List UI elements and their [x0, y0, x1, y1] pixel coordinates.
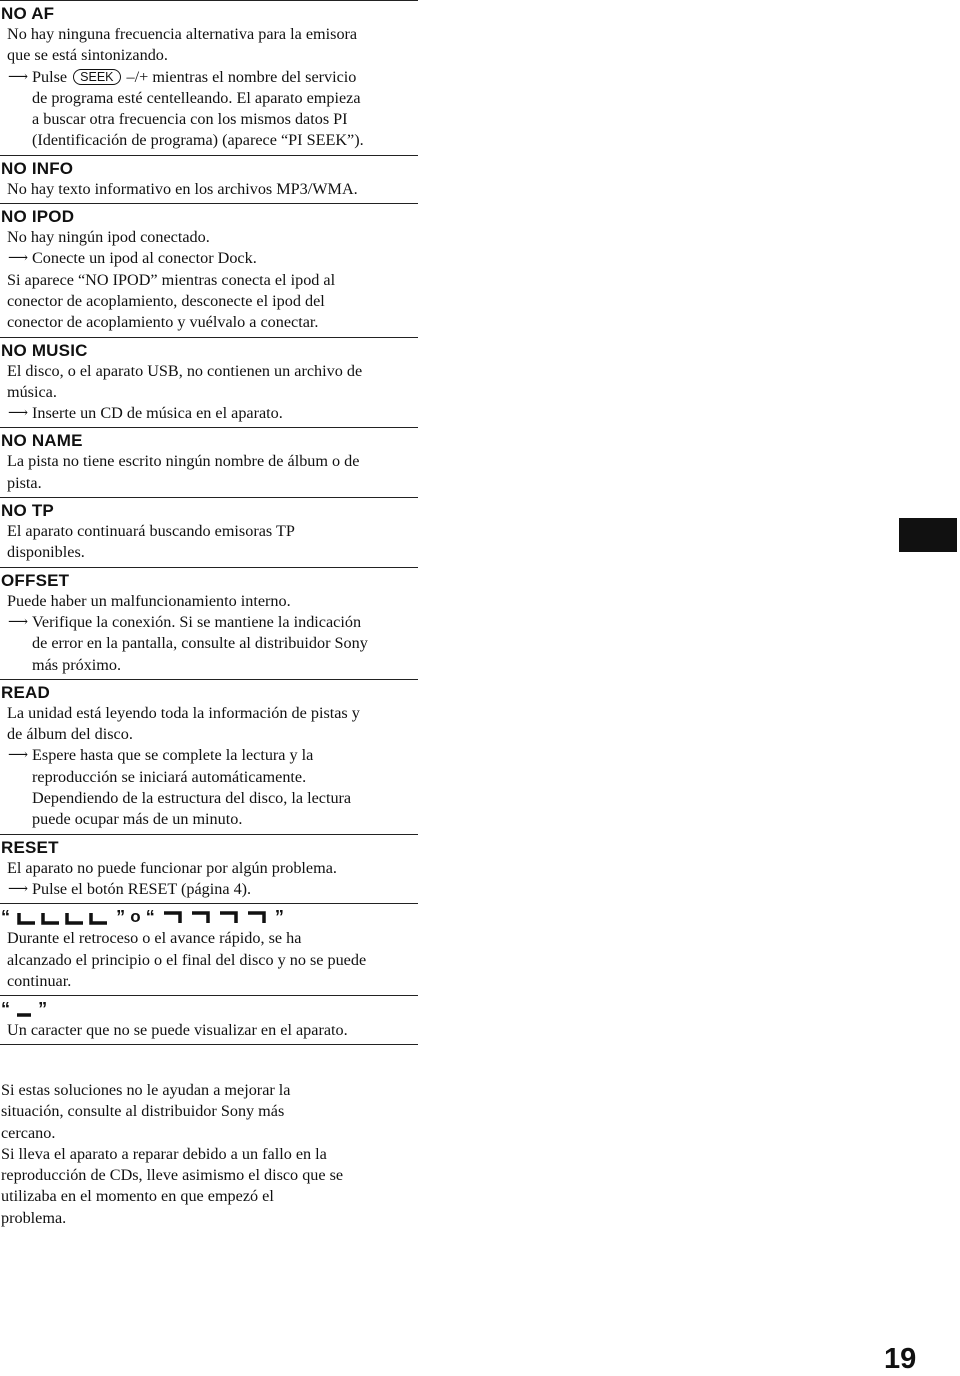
entry-segment-symbols	[0, 904, 418, 996]
entry-underscore-symbol	[0, 996, 418, 1045]
entry-title: OFFSET	[1, 570, 70, 590]
remedy-text: –/+ mientras el nombre del servicio	[126, 67, 357, 86]
entry-no-music	[0, 338, 418, 429]
remedy-text: de error en la pantalla, consulte al distribuidor Sony	[32, 634, 368, 653]
arrow-right-icon: ⟶	[8, 614, 29, 630]
footer-line: Si lleva el aparato a reparar debido a un fallo en la	[1, 1144, 327, 1163]
cause-text: disponibles.	[7, 543, 85, 562]
cause-text: alcanzado el principio o el final del disco y no se puede	[7, 950, 367, 969]
cause-text: que se está sintonizando.	[7, 46, 168, 65]
seek-button-label: SEEK	[73, 69, 120, 85]
remedy-line	[0, 403, 418, 424]
remedy-text: más próximo.	[32, 655, 122, 674]
footer-note	[1, 1080, 421, 1229]
remedy-text: Espere hasta que se complete la lectura y la	[32, 746, 314, 765]
cause-text: conector de acoplamiento, desconecte el ipod del	[7, 291, 325, 310]
entry-no-info	[0, 156, 418, 204]
cause-text: Un caracter que no se puede visualizar en el aparato.	[7, 1021, 348, 1040]
cause-text: No hay texto informativo en los archivos MP3/WMA.	[7, 179, 358, 198]
entry-title: READ	[1, 682, 50, 702]
footer-line: cercano.	[1, 1123, 56, 1142]
entry-title: NO TP	[1, 501, 54, 521]
section-tab-marker	[899, 518, 957, 552]
footer-line: situación, consulte al distribuidor Sony más	[1, 1102, 285, 1121]
cause-text: de álbum del disco.	[7, 725, 133, 744]
entry-title: NO IPOD	[1, 207, 75, 227]
cause-text: pista.	[7, 473, 42, 492]
remedy-text: de programa esté centelleando. El aparato empieza	[32, 88, 361, 107]
footer-line: reproducción de CDs, lleve asimismo el disco que se	[1, 1166, 344, 1185]
remedy-text: a buscar otra frecuencia con los mismos datos PI	[32, 110, 348, 129]
cause-text: música.	[7, 382, 57, 401]
entry-title: NO INFO	[1, 158, 74, 178]
remedy-line	[0, 248, 418, 269]
entry-no-af	[0, 0, 418, 156]
entry-no-ipod	[0, 204, 418, 337]
entry-title: RESET	[1, 837, 59, 857]
cause-text: La unidad está leyendo toda la información de pistas y	[7, 703, 360, 722]
cause-text: La pista no tiene escrito ningún nombre de álbum o de	[7, 452, 360, 471]
remedy-text: Dependiendo de la estructura del disco, la lectura	[32, 789, 352, 808]
footer-line: utilizaba en el momento en que empezó el	[1, 1187, 274, 1206]
message-list	[0, 0, 418, 1045]
entry-no-name	[0, 428, 418, 498]
cause-text: No hay ningún ipod conectado.	[7, 228, 210, 247]
remedy-text: Conecte un ipod al conector Dock.	[32, 249, 257, 268]
cause-text: El aparato continuará buscando emisoras TP	[7, 522, 295, 541]
arrow-right-icon: ⟶	[8, 251, 29, 267]
cause-text: El aparato no puede funcionar por algún problema.	[7, 858, 337, 877]
entry-title-symbols: “ ”	[1, 999, 48, 1020]
symbol-or-text: o	[130, 907, 141, 927]
arrow-right-icon: ⟶	[8, 406, 29, 422]
remedy-text: Pulse	[32, 67, 68, 86]
footer-line: Si estas soluciones no le ayudan a mejorar la	[1, 1081, 291, 1099]
entry-title-symbols: “ ” o “ ”	[1, 907, 285, 928]
entry-reset	[0, 835, 418, 905]
remedy-text: Verifique la conexión. Si se mantiene la indicación	[32, 612, 362, 631]
arrow-right-icon: ⟶	[8, 748, 29, 764]
arrow-right-icon: ⟶	[8, 69, 29, 85]
entry-title: NO MUSIC	[1, 340, 88, 360]
arrow-right-icon: ⟶	[8, 881, 29, 897]
footer-line: problema.	[1, 1208, 67, 1227]
upper-segment-icon	[160, 910, 270, 926]
remedy-line	[0, 67, 418, 88]
entry-title: NO NAME	[1, 431, 83, 451]
cause-text: conector de acoplamiento y vuélvalo a conectar.	[7, 313, 319, 332]
cause-text: Durante el retroceso o el avance rápido, se ha	[7, 929, 302, 948]
remedy-line	[0, 745, 418, 766]
entry-offset	[0, 568, 418, 680]
remedy-text: Pulse el botón RESET (página 4).	[32, 879, 252, 898]
remedy-line	[0, 612, 418, 633]
cause-text: No hay ninguna frecuencia alternativa para la emisora	[7, 25, 358, 43]
cause-text: Si aparece “NO IPOD” mientras conecta el ipod al	[7, 270, 336, 289]
underscore-segment-icon	[15, 1002, 33, 1018]
cause-text: Puede haber un malfuncionamiento interno.	[7, 591, 291, 610]
page-number: 19	[884, 1343, 917, 1375]
remedy-text: Inserte un CD de música en el aparato.	[32, 404, 283, 423]
entry-no-tp	[0, 498, 418, 568]
entry-title: NO AF	[1, 4, 55, 23]
cause-text: continuar.	[7, 971, 72, 990]
cause-text: El disco, o el aparato USB, no contienen un archivo de	[7, 361, 363, 380]
remedy-text: (Identificación de programa) (aparece “PI SEEK”).	[32, 131, 364, 150]
remedy-text: puede ocupar más de un minuto.	[32, 810, 243, 829]
lower-segment-icon	[15, 910, 111, 926]
entry-read	[0, 680, 418, 835]
remedy-line	[0, 879, 418, 900]
remedy-text: reproducción se iniciará automáticamente.	[32, 767, 307, 786]
